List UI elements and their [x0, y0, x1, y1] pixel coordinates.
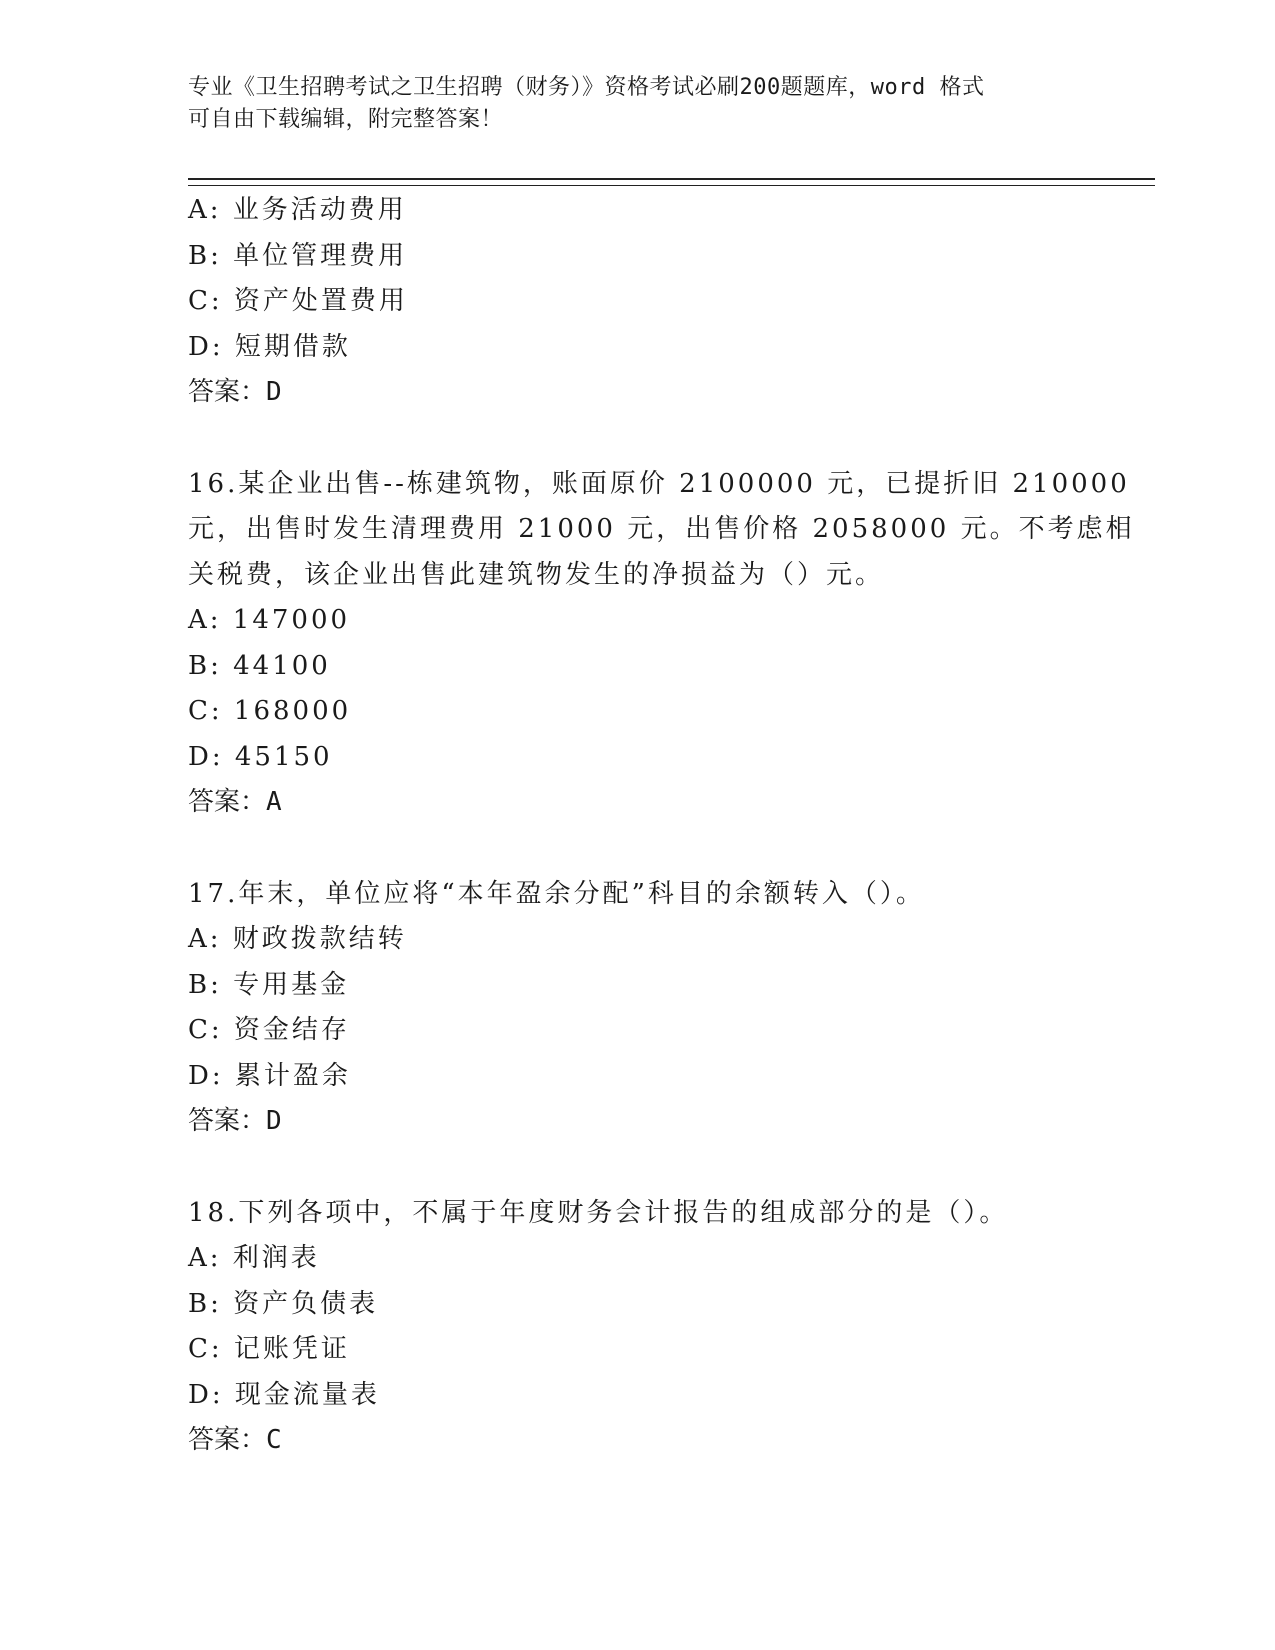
question-list: [188, 188, 1135, 1464]
question-17: [188, 872, 1068, 1145]
option-d: D: 现金流量表: [188, 1379, 380, 1410]
option-a: A: 财政拨款结转: [188, 924, 407, 954]
option-c: C: 记账凭证: [188, 1334, 350, 1364]
option-b: B: 专用基金: [188, 969, 350, 1000]
option-d: D: 累计盈余: [188, 1060, 351, 1091]
question-18: [188, 1191, 1068, 1464]
header-divider: [188, 178, 1155, 186]
option-d: D: 45150: [188, 741, 333, 772]
option-b: B: 单位管理费用: [188, 240, 408, 271]
option-d: D: 短期借款: [188, 331, 351, 362]
header-line-2: 可自由下载编辑，附完整答案！: [188, 107, 504, 132]
question-stem-line: 关税费，该企业出售此建筑物发生的净损益为（）元。: [188, 559, 885, 590]
question-stem-line: 18.下列各项中，不属于年度财务会计报告的组成部分的是（）。: [188, 1197, 1009, 1228]
question-16: [188, 462, 1135, 826]
answer: 答案：D: [188, 377, 282, 407]
answer: 答案：D: [188, 1106, 282, 1136]
question-stem-line: 元，出售时发生清理费用 21000 元，出售价格 2058000 元。不考虑相: [188, 514, 1135, 544]
page-header: [188, 72, 1068, 136]
option-c: C: 168000: [188, 696, 352, 726]
question-stem-line: 16.某企业出售--栋建筑物，账面原价 2100000 元，已提折旧 210000: [188, 468, 1130, 499]
option-a: A: 利润表: [188, 1243, 320, 1273]
question-15: [188, 188, 1068, 416]
option-c: C: 资金结存: [188, 1015, 350, 1045]
answer: 答案：A: [188, 787, 282, 817]
answer: 答案：C: [188, 1425, 282, 1455]
header-line-1: 专业《卫生招聘考试之卫生招聘（财务）》资格考试必刷200题题库，word 格式: [188, 75, 985, 100]
question-stem-line: 17.年末，单位应将“本年盈余分配”科目的余额转入（）。: [188, 878, 925, 909]
option-c: C: 资产处置费用: [188, 286, 408, 316]
option-b: B: 资产负债表: [188, 1288, 379, 1319]
option-b: B: 44100: [188, 650, 331, 681]
option-a: A: 147000: [188, 605, 351, 635]
option-a: A: 业务活动费用: [188, 195, 407, 225]
